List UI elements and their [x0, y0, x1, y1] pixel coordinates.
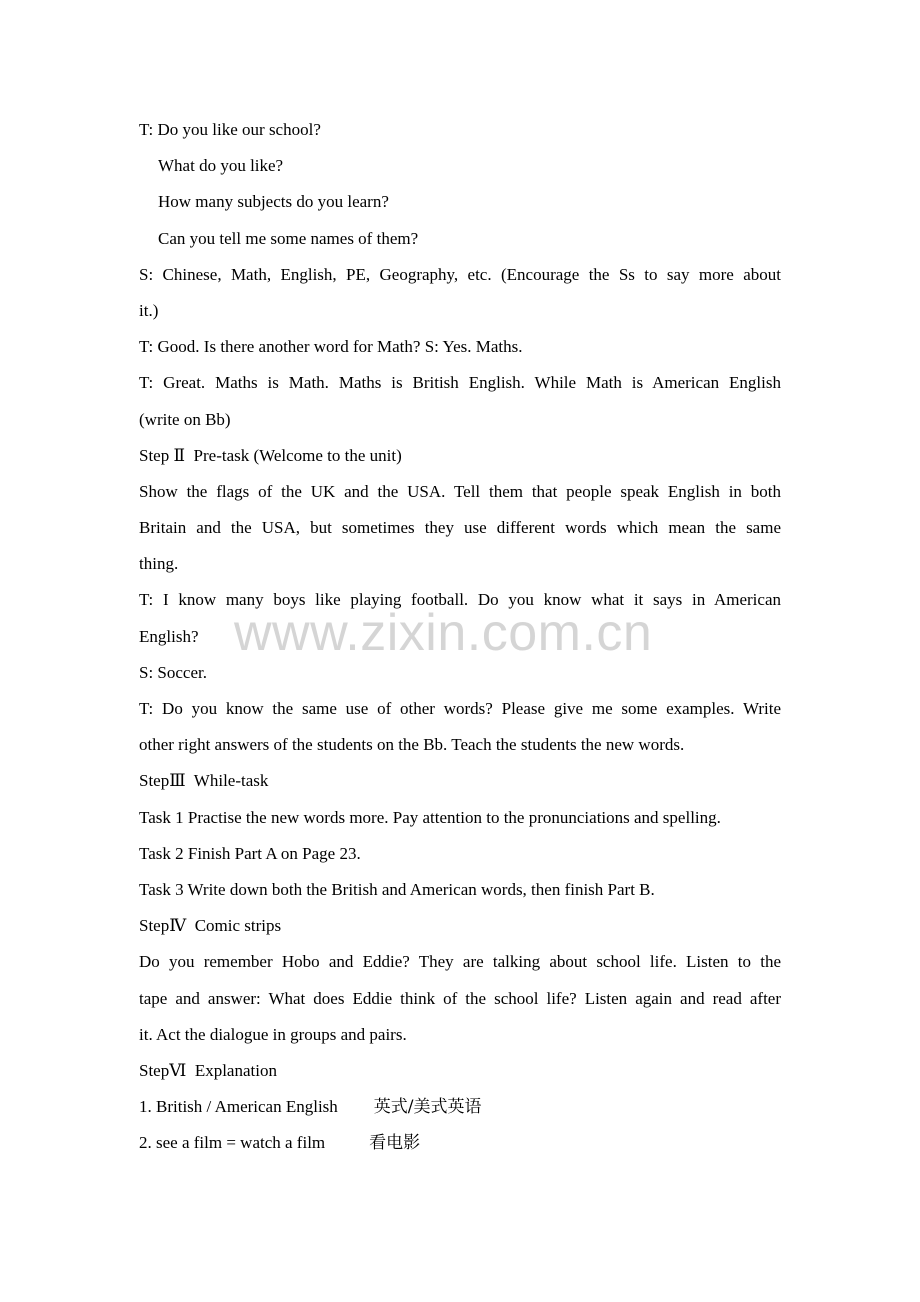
- text-line: Do you remember Hobo and Eddie? They are talking about school life. Listen to the: [139, 952, 781, 972]
- vocab-term: 1. British / American English: [139, 1097, 338, 1117]
- vocab-meaning: 英式/美式英语: [373, 1097, 482, 1118]
- text-line: it. Act the dialogue in groups and pairs.: [139, 1024, 407, 1044]
- text-line: S: Soccer.: [139, 662, 207, 682]
- text-line: T: I know many boys like playing football. Do you know what it says in American: [139, 590, 781, 610]
- step-heading: StepⅢ While-task: [139, 771, 269, 791]
- text-line: (write on Bb): [139, 409, 231, 429]
- vocab-term: 2. see a film = watch a film: [139, 1133, 326, 1153]
- text-line: S: Chinese, Math, English, PE, Geography, etc. (Encourage the Ss to say more about: [139, 264, 781, 284]
- text-line: Can you tell me some names of them?: [158, 228, 419, 248]
- text-line: English?: [139, 626, 199, 646]
- step-heading: Step Ⅱ Pre-task (Welcome to the unit): [139, 445, 402, 465]
- vocab-item: [139, 1125, 781, 1161]
- text-line: Task 2 Finish Part A on Page 23.: [139, 843, 361, 863]
- vocab-meaning: 看电影: [369, 1133, 421, 1154]
- text-line: it.): [139, 300, 159, 320]
- text-line: T: Do you know the same use of other words? Please give me some examples. Write: [139, 699, 781, 718]
- text-line: T: Do you like our school?: [139, 120, 321, 139]
- text-line: Task 3 Write down both the British and American words, then finish Part B.: [139, 879, 655, 899]
- text-line: tape and answer: What does Eddie think of the school life? Listen again and read after: [139, 988, 781, 1008]
- text-line: other right answers of the students on the Bb. Teach the students the new words.: [139, 735, 685, 755]
- document-page: [139, 112, 781, 1161]
- watermark: www.zixin.com.cn: [234, 604, 653, 662]
- text-line: T: Great. Maths is Math. Maths is British English. While Math is American English: [139, 373, 781, 393]
- text-line: T: Good. Is there another word for Math? S: Yes. Maths.: [139, 337, 523, 357]
- text-line: How many subjects do you learn?: [158, 192, 389, 212]
- step-heading: StepⅥ Explanation: [139, 1060, 277, 1080]
- text-line: Show the flags of the UK and the USA. Tell them that people speak English in both: [139, 481, 781, 501]
- text-line: What do you like?: [158, 156, 284, 176]
- text-line: Task 1 Practise the new words more. Pay attention to the pronunciations and spelling.: [139, 807, 721, 827]
- text-line: Britain and the USA, but sometimes they use different words which mean the same: [139, 518, 781, 538]
- step-heading: StepⅣ Comic strips: [139, 916, 282, 936]
- vocab-item: [139, 1089, 781, 1125]
- text-line: thing.: [139, 554, 179, 574]
